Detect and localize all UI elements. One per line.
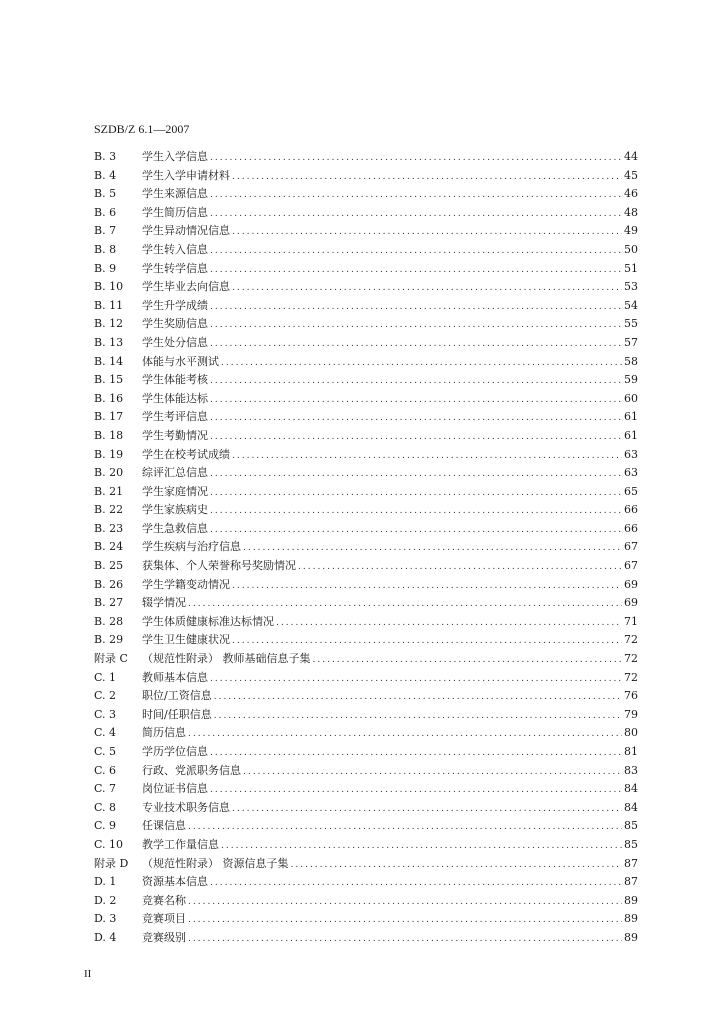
- toc-entry-number: B. 23: [94, 521, 124, 535]
- toc-dot-leader: [210, 186, 622, 205]
- toc-entry-title: 学生在校考试成绩: [142, 447, 230, 461]
- toc-entry[interactable]: [94, 929, 638, 948]
- toc-entry[interactable]: [94, 650, 638, 669]
- toc-dot-leader: [188, 725, 622, 744]
- toc-entry-title: 学生体能考核: [142, 373, 208, 387]
- toc-entry-number: B. 6: [94, 205, 117, 219]
- toc-dot-leader: [276, 614, 622, 633]
- toc-entry-title: 学生入学信息: [142, 150, 208, 163]
- toc-entry-number: B. 25: [94, 559, 124, 573]
- toc-entry-number: B. 11: [94, 298, 124, 312]
- toc-entry-number: B. 24: [94, 540, 124, 554]
- toc-entry-page: 63: [624, 466, 638, 480]
- toc-entry[interactable]: [94, 446, 638, 465]
- toc-entry-number: B. 28: [94, 614, 124, 628]
- toc-dot-leader: [210, 372, 622, 391]
- toc-entry-title: 学生卫生健康状况: [142, 633, 230, 647]
- toc-dot-leader: [221, 354, 622, 373]
- toc-entry-title: 学生体能达标: [142, 391, 208, 405]
- toc-entry-title: 学生家族病史: [142, 503, 208, 517]
- toc-entry-number: B. 29: [94, 633, 124, 647]
- toc-entry-page: 84: [624, 782, 638, 796]
- toc-entry[interactable]: [94, 501, 638, 520]
- toc-entry-page: 89: [624, 893, 638, 907]
- toc-entry[interactable]: [94, 538, 638, 557]
- toc-dot-leader: [210, 205, 622, 224]
- toc-entry-number: B. 16: [94, 391, 124, 405]
- toc-entry-number: B. 20: [94, 466, 124, 480]
- toc-entry-number: D. 4: [94, 930, 117, 944]
- toc-dot-leader: [210, 298, 622, 317]
- toc-entry-page: 51: [624, 261, 638, 275]
- toc-entry-title: （规范性附录） 资源信息子集: [142, 856, 289, 870]
- toc-entry-title: 时间/任职信息: [142, 707, 212, 721]
- toc-entry-number: D. 2: [94, 893, 117, 907]
- toc-entry-number: C. 5: [94, 745, 117, 758]
- toc-entry-page: 85: [624, 819, 638, 833]
- toc-dot-leader: [221, 837, 622, 856]
- toc-entry-page: 63: [624, 447, 638, 461]
- toc-entry-number: C. 7: [94, 782, 117, 796]
- toc-entry-title: 综评汇总信息: [142, 466, 208, 480]
- toc-dot-leader: [313, 651, 623, 670]
- toc-entry-title: 学生转入信息: [142, 242, 208, 256]
- toc-entry[interactable]: [94, 873, 638, 892]
- toc-entry-page: 89: [624, 912, 638, 926]
- toc-entry-number: C. 3: [94, 707, 117, 721]
- toc-entry[interactable]: [94, 390, 638, 409]
- toc-dot-leader: [210, 409, 622, 428]
- toc-entry-page: 61: [624, 428, 638, 442]
- toc-dot-leader: [210, 391, 622, 410]
- toc-entry-page: 58: [624, 354, 638, 368]
- toc-entry-number: B. 27: [94, 596, 124, 610]
- toc-entry-page: 50: [624, 242, 638, 256]
- toc-entry[interactable]: [94, 631, 638, 650]
- toc-entry[interactable]: [94, 855, 638, 874]
- toc-entry-number: C. 4: [94, 726, 117, 740]
- toc-dot-leader: [210, 242, 622, 261]
- toc-entry[interactable]: [94, 836, 638, 855]
- toc-entry[interactable]: [94, 892, 638, 911]
- toc-entry[interactable]: [94, 427, 638, 446]
- toc-entry-page: 69: [624, 577, 638, 591]
- toc-entry-title: 学生来源信息: [142, 187, 208, 201]
- toc-dot-leader: [210, 781, 622, 800]
- toc-entry-title: 学历学位信息: [142, 745, 208, 758]
- toc-entry[interactable]: [94, 817, 638, 836]
- toc-entry-page: 72: [624, 633, 638, 647]
- toc-dot-leader: [210, 502, 622, 521]
- toc-entry-page: 53: [624, 280, 638, 294]
- toc-entry[interactable]: [94, 222, 638, 241]
- toc-dot-leader: [188, 911, 622, 930]
- toc-entry-number: B. 4: [94, 168, 117, 182]
- toc-entry[interactable]: [94, 315, 638, 334]
- toc-entry-page: 71: [624, 614, 638, 628]
- toc-entry-title: （规范性附录） 教师基础信息子集: [142, 652, 311, 666]
- toc-entry[interactable]: [94, 148, 638, 167]
- toc-entry[interactable]: [94, 353, 638, 372]
- toc-entry-page: 67: [624, 559, 638, 573]
- toc-entry-title: 学生简历信息: [142, 205, 208, 219]
- toc-entry-title: 竞赛项目: [142, 912, 186, 926]
- toc-entry-number: B. 3: [94, 150, 117, 163]
- toc-entry-title: 学生奖励信息: [142, 317, 208, 331]
- toc-entry-number: C. 9: [94, 819, 117, 833]
- toc-dot-leader: [298, 558, 622, 577]
- toc-dot-leader: [291, 856, 623, 875]
- toc-entry-page: 87: [624, 875, 638, 889]
- page-number: II: [84, 968, 92, 980]
- toc-entry-number: B. 5: [94, 187, 117, 201]
- toc-entry-number: B. 14: [94, 354, 124, 368]
- toc-dot-leader: [214, 688, 622, 707]
- toc-entry-number: B. 13: [94, 335, 124, 349]
- toc-entry-title: 学生考勤情况: [142, 428, 208, 442]
- toc-entry[interactable]: [94, 278, 638, 297]
- toc-dot-leader: [210, 316, 622, 335]
- toc-entry-page: 89: [624, 930, 638, 944]
- toc-entry-title: 学生急救信息: [142, 521, 208, 535]
- toc-dot-leader: [188, 595, 622, 614]
- toc-entry-page: 61: [624, 410, 638, 424]
- toc-entry-title: 学生异动情况信息: [142, 224, 230, 238]
- toc-entry[interactable]: [94, 743, 638, 762]
- toc-entry-page: 65: [624, 484, 638, 498]
- toc-entry-page: 55: [624, 317, 638, 331]
- toc-entry-number: 附录 C: [94, 652, 128, 666]
- toc-entry-title: 学生学籍变动情况: [142, 577, 230, 591]
- toc-entry[interactable]: [94, 520, 638, 539]
- toc-dot-leader: [210, 670, 622, 689]
- toc-dot-leader: [214, 707, 622, 726]
- toc-entry-number: B. 8: [94, 242, 117, 256]
- toc-entry-number: B. 15: [94, 373, 124, 387]
- toc-entry-page: 57: [624, 335, 638, 349]
- toc-entry-title: 学生入学申请材料: [142, 168, 230, 182]
- toc-entry-title: 学生毕业去向信息: [142, 280, 230, 294]
- toc-entry[interactable]: [94, 204, 638, 223]
- toc-entry-number: D. 3: [94, 912, 117, 926]
- toc-entry-page: 66: [624, 503, 638, 517]
- toc-entry-page: 59: [624, 373, 638, 387]
- toc-entry[interactable]: [94, 334, 638, 353]
- toc-entry-title: 辍学情况: [142, 596, 186, 610]
- toc-entry[interactable]: [94, 260, 638, 279]
- toc-entry-title: 行政、党派职务信息: [142, 763, 241, 777]
- toc-entry-title: 学生转学信息: [142, 261, 208, 275]
- toc-entry-page: 46: [624, 187, 638, 201]
- toc-entry-number: B. 7: [94, 224, 117, 238]
- toc-entry-number: 附录 D: [94, 856, 129, 870]
- toc-entry-page: 83: [624, 763, 638, 777]
- toc-entry-title: 学生处分信息: [142, 335, 208, 349]
- table-of-contents: [94, 148, 638, 948]
- toc-entry[interactable]: [94, 408, 638, 427]
- toc-entry-title: 岗位证书信息: [142, 782, 208, 796]
- toc-dot-leader: [232, 168, 622, 187]
- toc-entry-title: 竞赛级别: [142, 930, 186, 944]
- toc-dot-leader: [232, 279, 622, 298]
- toc-entry-page: 80: [624, 726, 638, 740]
- toc-entry-title: 获集体、个人荣誉称号奖励情况: [142, 559, 296, 573]
- toc-entry-page: 66: [624, 521, 638, 535]
- toc-dot-leader: [210, 335, 622, 354]
- toc-dot-leader: [210, 428, 622, 447]
- toc-entry-number: B. 22: [94, 503, 124, 517]
- toc-entry-number: B. 19: [94, 447, 124, 461]
- toc-entry-page: 54: [624, 298, 638, 312]
- toc-entry-page: 85: [624, 837, 638, 851]
- toc-entry-page: 60: [624, 391, 638, 405]
- toc-dot-leader: [232, 223, 622, 242]
- toc-dot-leader: [243, 763, 622, 782]
- toc-entry-title: 简历信息: [142, 726, 186, 740]
- toc-entry-page: 76: [624, 689, 638, 703]
- toc-dot-leader: [243, 539, 622, 558]
- toc-entry[interactable]: [94, 241, 638, 260]
- toc-entry-title: 教师基本信息: [142, 670, 208, 684]
- toc-entry-page: 49: [624, 224, 638, 238]
- toc-entry[interactable]: [94, 167, 638, 186]
- toc-dot-leader: [188, 930, 622, 949]
- toc-entry-number: C. 10: [94, 837, 124, 851]
- toc-entry-title: 学生体质健康标准达标情况: [142, 614, 274, 628]
- toc-entry-number: B. 21: [94, 484, 124, 498]
- toc-entry-title: 体能与水平测试: [142, 354, 219, 368]
- toc-entry-page: 72: [624, 670, 638, 684]
- toc-dot-leader: [232, 577, 622, 596]
- toc-entry-number: C. 8: [94, 800, 117, 814]
- toc-entry-number: C. 2: [94, 689, 117, 703]
- toc-dot-leader: [210, 521, 622, 540]
- toc-entry-number: B. 17: [94, 410, 124, 424]
- toc-entry[interactable]: [94, 594, 638, 613]
- toc-dot-leader: [232, 447, 622, 466]
- toc-entry-title: 学生疾病与治疗信息: [142, 540, 241, 554]
- toc-entry-title: 任课信息: [142, 819, 186, 833]
- toc-entry-page: 44: [624, 150, 638, 163]
- toc-entry-number: B. 9: [94, 261, 117, 275]
- toc-dot-leader: [210, 744, 622, 763]
- toc-entry-page: 69: [624, 596, 638, 610]
- toc-entry[interactable]: [94, 576, 638, 595]
- toc-entry[interactable]: [94, 669, 638, 688]
- toc-entry[interactable]: [94, 780, 638, 799]
- toc-entry[interactable]: [94, 371, 638, 390]
- toc-entry-title: 职位/工资信息: [142, 689, 212, 703]
- toc-entry-title: 学生升学成绩: [142, 298, 208, 312]
- toc-entry-page: 87: [624, 856, 638, 870]
- toc-entry-number: B. 18: [94, 428, 124, 442]
- toc-entry-page: 72: [624, 652, 638, 666]
- toc-entry-page: 84: [624, 800, 638, 814]
- toc-entry[interactable]: [94, 724, 638, 743]
- toc-entry-page: 81: [624, 745, 638, 758]
- toc-entry-number: C. 6: [94, 763, 117, 777]
- toc-dot-leader: [232, 800, 622, 819]
- toc-dot-leader: [210, 484, 622, 503]
- toc-entry[interactable]: [94, 910, 638, 929]
- toc-entry-title: 学生考评信息: [142, 410, 208, 424]
- toc-entry[interactable]: [94, 464, 638, 483]
- toc-entry-title: 教学工作量信息: [142, 837, 219, 851]
- toc-entry-title: 学生家庭情况: [142, 484, 208, 498]
- toc-dot-leader: [210, 874, 622, 893]
- toc-entry[interactable]: [94, 799, 638, 818]
- toc-entry-page: 79: [624, 707, 638, 721]
- toc-entry[interactable]: [94, 557, 638, 576]
- toc-entry[interactable]: [94, 297, 638, 316]
- toc-entry-number: B. 12: [94, 317, 124, 331]
- document-id-header: SZDB/Z 6.1—2007: [94, 122, 190, 136]
- toc-dot-leader: [210, 261, 622, 280]
- toc-entry-number: C. 1: [94, 670, 117, 684]
- toc-entry[interactable]: [94, 483, 638, 502]
- toc-dot-leader: [188, 818, 622, 837]
- toc-entry-number: B. 26: [94, 577, 124, 591]
- toc-entry-title: 资源基本信息: [142, 875, 208, 889]
- toc-entry-number: B. 10: [94, 280, 124, 294]
- toc-entry[interactable]: [94, 706, 638, 725]
- toc-dot-leader: [210, 149, 622, 168]
- toc-entry-page: 45: [624, 168, 638, 182]
- toc-entry[interactable]: [94, 687, 638, 706]
- toc-entry[interactable]: [94, 185, 638, 204]
- toc-dot-leader: [188, 893, 622, 912]
- toc-entry-number: D. 1: [94, 875, 117, 889]
- toc-entry-page: 48: [624, 205, 638, 219]
- toc-dot-leader: [210, 465, 622, 484]
- toc-entry-title: 竞赛名称: [142, 893, 186, 907]
- toc-entry[interactable]: [94, 762, 638, 781]
- toc-entry-title: 专业技术职务信息: [142, 800, 230, 814]
- toc-entry[interactable]: [94, 613, 638, 632]
- toc-entry-page: 67: [624, 540, 638, 554]
- toc-dot-leader: [232, 632, 622, 651]
